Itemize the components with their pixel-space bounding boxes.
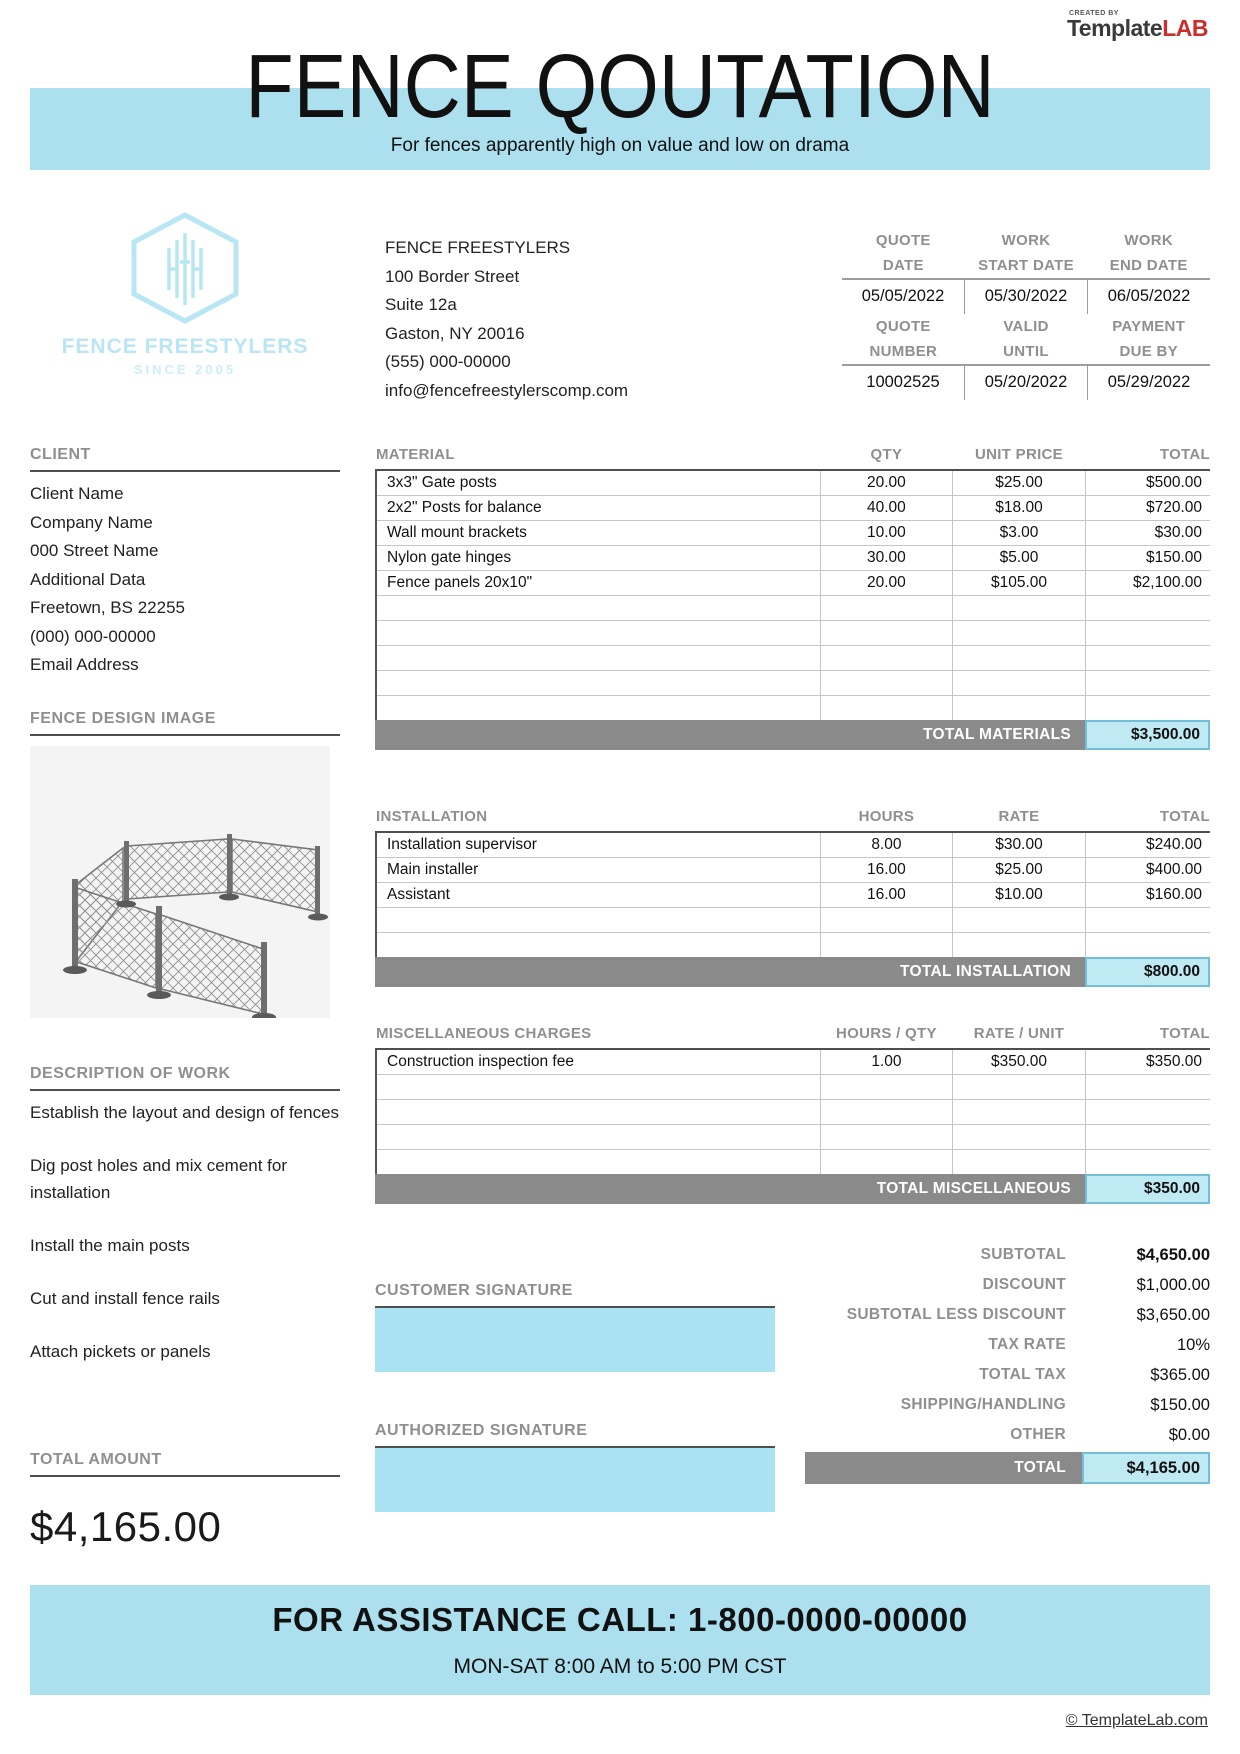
client-email: Email Address [30, 655, 139, 674]
quote-info-value-row-1 [842, 280, 1210, 314]
templatelab-word: Template [1066, 15, 1163, 41]
fence-design-section [30, 710, 340, 1023]
client-phone: (000) 000-00000 [30, 626, 156, 646]
assistance-phone-line: FOR ASSISTANCE CALL: 1-800-0000-00000 [272, 1601, 968, 1638]
client-name: Client Name [30, 484, 124, 503]
total-materials-bar [375, 720, 1210, 750]
total-column-header: TOTAL [1086, 446, 1210, 470]
summary-row-grand-total [805, 1452, 1210, 1484]
table-row-empty [376, 1099, 1210, 1124]
signatures-and-summary [375, 1240, 1210, 1562]
customer-signature-heading: CUSTOMER SIGNATURE [375, 1282, 775, 1308]
total-miscellaneous-value: $350.00 [1085, 1174, 1210, 1204]
company-email: info@fencefreestylerscomp.com [385, 380, 629, 400]
quote-number-value: 10002525 [866, 373, 940, 391]
client-additional: Additional Data [30, 569, 146, 589]
table-row-empty [376, 1124, 1210, 1149]
total-miscellaneous-label: TOTAL MISCELLANEOUS [375, 1174, 1085, 1204]
table-row: Assistant 16.00 $10.00 $160.00 [376, 882, 1210, 907]
rate-column-header: RATE [952, 808, 1085, 832]
quote-number-header: QUOTE NUMBER [869, 318, 938, 360]
table-row: Nylon gate hinges 30.00 $5.00 $150.00 [376, 545, 1210, 570]
table-row: Fence panels 20x10" 20.00 $105.00 $2,100.00 [376, 570, 1210, 595]
work-start-date-value: 05/30/2022 [964, 280, 1087, 314]
company-logo-name: FENCE FREESTYLERS [61, 335, 309, 358]
qty-column-header: QTY [821, 446, 953, 470]
description-items [30, 1091, 340, 1365]
quote-info-grid [842, 200, 1210, 412]
total-amount-heading: TOTAL AMOUNT [30, 1451, 340, 1477]
valid-until-header: VALID UNTIL [1003, 318, 1049, 360]
materials-table [375, 446, 1210, 720]
total-installation-bar [375, 957, 1210, 987]
description-of-work-section [30, 1065, 340, 1365]
work-item: Dig post holes and mix cement for installation [30, 1155, 288, 1202]
quote-date-value: 05/05/2022 [861, 287, 945, 305]
client-section [30, 446, 340, 680]
authorized-signature-group [375, 1422, 775, 1512]
table-row: 3x3" Gate posts 20.00 $25.00 $500.00 [376, 470, 1210, 495]
created-by-label: CREATED BY [1068, 10, 1119, 17]
table-row: Installation supervisor 8.00 $30.00 $240.00 [376, 832, 1210, 857]
total-column-header: TOTAL [1086, 1025, 1210, 1049]
description-heading: DESCRIPTION OF WORK [30, 1065, 340, 1091]
installation-heading: INSTALLATION [376, 808, 821, 832]
client-street: 000 Street Name [30, 541, 159, 560]
total-materials-label: TOTAL MATERIALS [375, 720, 1085, 750]
unit-price-column-header: UNIT PRICE [952, 446, 1085, 470]
work-end-date-value: 06/05/2022 [1087, 280, 1210, 314]
templatelab-copyright-link[interactable]: © TemplateLab.com [1065, 1712, 1208, 1729]
customer-signature-group [375, 1282, 775, 1372]
quote-info-header-row-1 [842, 228, 1210, 278]
total-materials-value: $3,500.00 [1085, 720, 1210, 750]
quote-info-value-row-2 [842, 366, 1210, 400]
customer-signature-field[interactable] [375, 1308, 775, 1372]
company-logo-block [30, 200, 340, 412]
client-city: Freetown, BS 22255 [30, 598, 185, 617]
page-subtitle: For fences apparently high on value and low on drama [390, 135, 850, 156]
company-address-block [340, 200, 842, 412]
miscellaneous-heading: MISCELLANEOUS CHARGES [376, 1025, 821, 1049]
payment-due-by-value: 05/29/2022 [1087, 366, 1210, 400]
company-address1: 100 Border Street [385, 266, 520, 286]
work-start-date-header: WORK START DATE [978, 232, 1074, 274]
table-row-empty [376, 907, 1210, 932]
summary-column [805, 1240, 1210, 1562]
fence-design-image [30, 746, 330, 1018]
fence-freestylers-hexagon-logo-icon [124, 210, 246, 326]
total-amount-section [30, 1451, 340, 1551]
company-address2: Suite 12a [385, 295, 457, 314]
main-content [30, 446, 1210, 1562]
work-end-date-header: WORK END DATE [1109, 232, 1188, 274]
valid-until-value: 05/20/2022 [964, 366, 1087, 400]
client-heading: CLIENT [30, 446, 340, 472]
assistance-hours-line: MON-SAT 8:00 AM to 5:00 PM CST [453, 1655, 787, 1678]
assistance-footer [30, 1585, 1210, 1695]
quote-date-header: QUOTE DATE [875, 232, 931, 274]
work-item: Attach pickets or panels [30, 1341, 211, 1361]
work-item: Cut and install fence rails [30, 1288, 220, 1308]
company-address3: Gaston, NY 20016 [385, 323, 525, 343]
total-column-header: TOTAL [1086, 808, 1210, 832]
authorized-signature-heading: AUTHORIZED SIGNATURE [375, 1422, 775, 1448]
table-row: Construction inspection fee 1.00 $350.00 $350.00 [376, 1049, 1210, 1074]
table-row-empty [376, 620, 1210, 645]
summary-row-discount: DISCOUNT $1,000.00 [982, 1275, 1210, 1294]
grand-total-label: TOTAL [805, 1452, 1082, 1484]
installation-table [375, 808, 1210, 957]
title-banner [30, 37, 1210, 170]
company-name: FENCE FREESTYLERS [385, 238, 571, 257]
client-company: Company Name [30, 512, 153, 532]
total-installation-value: $800.00 [1085, 957, 1210, 987]
right-column [375, 446, 1210, 1562]
client-details [30, 472, 340, 680]
work-item: Install the main posts [30, 1235, 190, 1255]
table-row-empty [376, 670, 1210, 695]
page-title: FENCE QOUTATION [245, 37, 995, 137]
summary-row-other: OTHER $0.00 [1010, 1425, 1210, 1444]
authorized-signature-field[interactable] [375, 1448, 775, 1512]
miscellaneous-table [375, 1025, 1210, 1174]
summary-row-subtotal: SUBTOTAL $4,650.00 [980, 1245, 1210, 1264]
table-row-empty [376, 1149, 1210, 1174]
company-info-section [30, 200, 1210, 412]
table-row-empty [376, 932, 1210, 957]
total-miscellaneous-bar [375, 1174, 1210, 1204]
table-row: Main installer 16.00 $25.00 $400.00 [376, 857, 1210, 882]
summary-row-total-tax: TOTAL TAX $365.00 [979, 1365, 1210, 1384]
grand-total-value: $4,165.00 [1082, 1452, 1210, 1484]
table-row: 2x2" Posts for balance 40.00 $18.00 $720.00 [376, 495, 1210, 520]
materials-heading: MATERIAL [376, 446, 821, 470]
total-amount-value: $4,165.00 [30, 1502, 222, 1550]
hours-qty-column-header: HOURS / QTY [821, 1025, 953, 1049]
summary-row-shipping-handling: SHIPPING/HANDLING $150.00 [900, 1395, 1210, 1414]
quote-info-header-row-2 [842, 314, 1210, 364]
signatures-column [375, 1282, 775, 1562]
work-item: Establish the layout and design of fences [30, 1102, 340, 1122]
company-phone: (555) 000-00000 [385, 352, 511, 371]
table-row-empty [376, 595, 1210, 620]
total-installation-label: TOTAL INSTALLATION [375, 957, 1085, 987]
hours-column-header: HOURS [821, 808, 953, 832]
table-row-empty [376, 1074, 1210, 1099]
left-column [30, 446, 340, 1551]
rate-unit-column-header: RATE / UNIT [952, 1025, 1085, 1049]
company-logo-tagline: SINCE 2005 [133, 362, 237, 377]
table-row-empty [376, 695, 1210, 720]
payment-due-by-header: PAYMENT DUE BY [1112, 318, 1186, 360]
table-row: Wall mount brackets 10.00 $3.00 $30.00 [376, 520, 1210, 545]
summary-row-subtotal-less-discount: SUBTOTAL LESS DISCOUNT $3,650.00 [846, 1305, 1210, 1324]
fence-design-heading: FENCE DESIGN IMAGE [30, 710, 340, 736]
summary-row-tax-rate: TAX RATE 10% [988, 1335, 1210, 1354]
table-row-empty [376, 645, 1210, 670]
templatelab-lab: LAB [1162, 15, 1208, 41]
